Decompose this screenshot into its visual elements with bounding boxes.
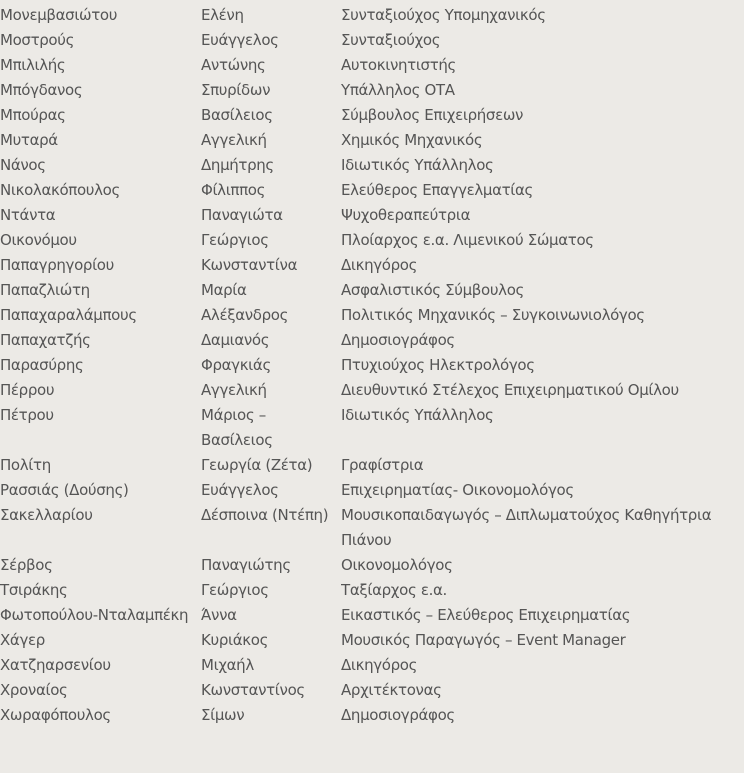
profession-cell: Συνταξιούχος: [341, 31, 441, 49]
first-name-cell: Παναγιώτα: [201, 206, 283, 224]
candidate-table: [0, 3, 744, 728]
profession-cell: Ψυχοθεραπεύτρια: [341, 206, 471, 224]
first-name-cell: Δέσποινα (Ντέπη): [201, 506, 329, 524]
profession-cell: Σύμβουλος Επιχειρήσεων: [341, 106, 524, 124]
first-name-cell: Αγγελική: [201, 381, 267, 399]
profession-cell: Πτυχιούχος Ηλεκτρολόγος: [341, 356, 535, 374]
table-row: [0, 478, 744, 503]
first-name-cell: Μάριος – Βασίλειος: [201, 406, 273, 449]
surname-cell: Μπούρας: [0, 106, 66, 124]
surname-cell: Πολίτη: [0, 456, 51, 474]
first-name-cell: Γεώργιος: [201, 231, 269, 249]
table-row: [0, 278, 744, 303]
surname-cell: Ρασσιάς (Δούσης): [0, 481, 129, 499]
surname-cell: Χωραφόπουλος: [0, 706, 111, 724]
first-name-cell: Βασίλειος: [201, 106, 273, 124]
first-name-cell: Αγγελική: [201, 131, 267, 149]
table-row: [0, 453, 744, 478]
surname-cell: Πέτρου: [0, 406, 54, 424]
profession-cell: Πλοίαρχος ε.α. Λιμενικού Σώματος: [341, 231, 594, 249]
table-row: [0, 178, 744, 203]
profession-cell: Ιδιωτικός Υπάλληλος: [341, 406, 494, 424]
table-row: [0, 328, 744, 353]
first-name-cell: Γεωργία (Ζέτα): [201, 456, 313, 474]
table-row: [0, 353, 744, 378]
table-row: [0, 628, 744, 653]
surname-cell: Φωτοπούλου-Νταλαμπέκη: [0, 606, 189, 624]
profession-cell: Δημοσιογράφος: [341, 706, 455, 724]
table-row: [0, 203, 744, 228]
table-row: [0, 28, 744, 53]
profession-cell: Δικηγόρος: [341, 656, 418, 674]
surname-cell: Σακελλαρίου: [0, 506, 93, 524]
table-row: [0, 153, 744, 178]
first-name-cell: Μιχαήλ: [201, 656, 254, 674]
table-row: [0, 253, 744, 278]
first-name-cell: Ευάγγελος: [201, 31, 279, 49]
profession-cell: Γραφίστρια: [341, 456, 424, 474]
surname-cell: Νάνος: [0, 156, 46, 174]
table-row: [0, 503, 744, 553]
surname-cell: Παπαγρηγορίου: [0, 256, 114, 274]
first-name-cell: Αντώνης: [201, 56, 266, 74]
surname-cell: Παπαχαραλάμπους: [0, 306, 137, 324]
first-name-cell: Αλέξανδρος: [201, 306, 289, 324]
surname-cell: Παπαχατζής: [0, 331, 91, 349]
surname-cell: Παρασύρης: [0, 356, 84, 374]
surname-cell: Μονεμβασιώτου: [0, 6, 118, 24]
table-row: [0, 703, 744, 728]
first-name-cell: Σπυρίδων: [201, 81, 271, 99]
first-name-cell: Δαμιανός: [201, 331, 270, 349]
surname-cell: Ντάντα: [0, 206, 56, 224]
surname-cell: Παπαζλιώτη: [0, 281, 90, 299]
profession-cell: Ιδιωτικός Υπάλληλος: [341, 156, 494, 174]
surname-cell: Μοστρούς: [0, 31, 75, 49]
profession-cell: Ελεύθερος Επαγγελματίας: [341, 181, 534, 199]
table-row: [0, 653, 744, 678]
first-name-cell: Σίμων: [201, 706, 245, 724]
profession-cell: Δημοσιογράφος: [341, 331, 455, 349]
table-row: [0, 403, 744, 453]
surname-cell: Χάγερ: [0, 631, 45, 649]
table-row: [0, 378, 744, 403]
first-name-cell: Ελένη: [201, 6, 244, 24]
table-row: [0, 578, 744, 603]
profession-cell: Ασφαλιστικός Σύμβουλος: [341, 281, 524, 299]
first-name-cell: Ευάγγελος: [201, 481, 279, 499]
table-row: [0, 603, 744, 628]
first-name-cell: Κωνσταντίνα: [201, 256, 298, 274]
table-row: [0, 103, 744, 128]
first-name-cell: Φραγκιάς: [201, 356, 271, 374]
profession-cell: Ταξίαρχος ε.α.: [341, 581, 447, 599]
profession-cell: Μουσικός Παραγωγός – Event Manager: [341, 631, 626, 649]
profession-cell: Υπάλληλος ΟΤΑ: [341, 81, 455, 99]
profession-cell: Χημικός Μηχανικός: [341, 131, 483, 149]
surname-cell: Τσιράκης: [0, 581, 68, 599]
surname-cell: Οικονόμου: [0, 231, 77, 249]
first-name-cell: Μαρία: [201, 281, 247, 299]
profession-cell: Δικηγόρος: [341, 256, 418, 274]
first-name-cell: Γεώργιος: [201, 581, 269, 599]
profession-cell: Συνταξιούχος Υπομηχανικός: [341, 6, 546, 24]
table-row: [0, 3, 744, 28]
profession-cell: Μουσικοπαιδαγωγός – Διπλωματούχος Καθηγήτρια Πιάνου: [341, 506, 712, 549]
surname-cell: Χατζηαρσενίου: [0, 656, 111, 674]
first-name-cell: Δημήτρης: [201, 156, 274, 174]
table-row: [0, 53, 744, 78]
surname-cell: Χροναίος: [0, 681, 68, 699]
surname-cell: Πέρρου: [0, 381, 55, 399]
surname-cell: Νικολακόπουλος: [0, 181, 120, 199]
profession-cell: Πολιτικός Μηχανικός – Συγκοινωνιολόγος: [341, 306, 645, 324]
table-row: [0, 553, 744, 578]
first-name-cell: Φίλιππος: [201, 181, 266, 199]
surname-cell: Μπιλιλής: [0, 56, 66, 74]
table-row: [0, 228, 744, 253]
surname-cell: Σέρβος: [0, 556, 53, 574]
profession-cell: Αυτοκινητιστής: [341, 56, 457, 74]
table-row: [0, 78, 744, 103]
profession-cell: Επιχειρηματίας- Οικονομολόγος: [341, 481, 574, 499]
table-row: [0, 303, 744, 328]
first-name-cell: Παναγιώτης: [201, 556, 291, 574]
first-name-cell: Κυριάκος: [201, 631, 269, 649]
profession-cell: Εικαστικός – Ελεύθερος Επιχειρηματίας: [341, 606, 631, 624]
table-row: [0, 128, 744, 153]
first-name-cell: Κωνσταντίνος: [201, 681, 305, 699]
profession-cell: Αρχιτέκτονας: [341, 681, 442, 699]
table-row: [0, 678, 744, 703]
candidate-table-body: [0, 3, 744, 728]
surname-cell: Μπόγδανος: [0, 81, 83, 99]
surname-cell: Μυταρά: [0, 131, 58, 149]
profession-cell: Διευθυντικό Στέλεχος Επιχειρηματικού Ομίλου: [341, 381, 679, 399]
profession-cell: Οικονομολόγος: [341, 556, 453, 574]
first-name-cell: Άννα: [201, 606, 237, 624]
